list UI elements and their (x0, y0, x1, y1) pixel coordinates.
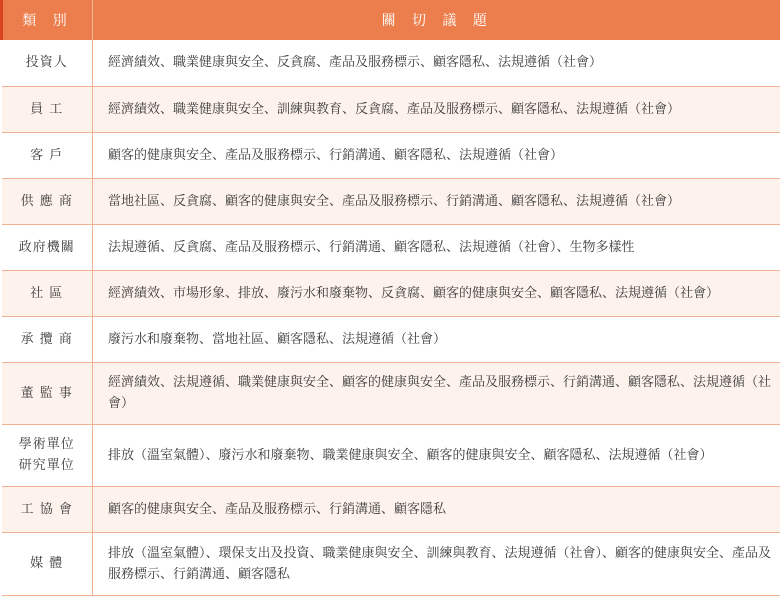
concerned-issues: 經濟績效、市場形象、排放、廢污水和廢棄物、反貪腐、顧客的健康與安全、顧客隱私、法規遵循（社會） (93, 270, 780, 316)
table-header (2, 0, 780, 40)
category-label-line: 媒 體 (2, 553, 93, 574)
topics-column-header: 關 切 議 題 (93, 0, 780, 40)
category-column-header: 類 別 (2, 0, 93, 40)
category-label-line: 研究單位 (2, 455, 93, 476)
stakeholder-category (2, 424, 93, 486)
concerned-issues: 經濟績效、職業健康與安全、反貪腐、產品及服務標示、顧客隱私、法規遵循（社會） (93, 40, 780, 86)
concerned-issues: 經濟績效、職業健康與安全、訓練與教育、反貪腐、產品及服務標示、顧客隱私、法規遵循（社會） (93, 86, 780, 132)
category-label-line: 投資人 (2, 52, 93, 73)
category-label-line: 工 協 會 (2, 499, 93, 520)
table-body (2, 40, 780, 595)
stakeholder-category (2, 486, 93, 532)
stakeholder-category (2, 532, 93, 595)
stakeholder-category (2, 86, 93, 132)
category-label-line: 社 區 (2, 283, 93, 304)
concerned-issues: 顧客的健康與安全、產品及服務標示、行銷溝通、顧客隱私、法規遵循（社會） (93, 132, 780, 178)
category-label-line: 客 戶 (2, 145, 93, 166)
concerned-issues: 經濟績效、法規遵循、職業健康與安全、顧客的健康與安全、產品及服務標示、行銷溝通、顧客隱私、法規遵循（社會） (93, 362, 780, 424)
table-row (2, 178, 780, 224)
stakeholder-category (2, 178, 93, 224)
table-row (2, 86, 780, 132)
category-label-line: 承 攬 商 (2, 329, 93, 350)
concerned-issues: 當地社區、反貪腐、顧客的健康與安全、產品及服務標示、行銷溝通、顧客隱私、法規遵循（社會） (93, 178, 780, 224)
category-label-line: 供 應 商 (2, 191, 93, 212)
stakeholder-category (2, 270, 93, 316)
category-label-line: 董 監 事 (2, 383, 93, 404)
stakeholder-category (2, 362, 93, 424)
table-row (2, 40, 780, 86)
stakeholder-category (2, 224, 93, 270)
table-row (2, 424, 780, 486)
stakeholder-category (2, 132, 93, 178)
concerned-issues: 排放（溫室氣體）、廢污水和廢棄物、職業健康與安全、顧客的健康與安全、顧客隱私、法規遵循（社會） (93, 424, 780, 486)
table-row (2, 532, 780, 595)
table-row (2, 316, 780, 362)
category-label-line: 學術單位 (2, 434, 93, 455)
table-row (2, 486, 780, 532)
concerned-issues: 廢污水和廢棄物、當地社區、顧客隱私、法規遵循（社會） (93, 316, 780, 362)
category-label-line: 員 工 (2, 99, 93, 120)
table-row (2, 132, 780, 178)
stakeholder-category (2, 40, 93, 86)
concerned-issues: 法規遵循、反貪腐、產品及服務標示、行銷溝通、顧客隱私、法規遵循（社會）、生物多樣性 (93, 224, 780, 270)
concerned-issues: 顧客的健康與安全、產品及服務標示、行銷溝通、顧客隱私 (93, 486, 780, 532)
stakeholder-category (2, 316, 93, 362)
category-label-line: 政府機關 (2, 237, 93, 258)
table-row (2, 362, 780, 424)
concerned-issues: 排放（溫室氣體）、環保支出及投資、職業健康與安全、訓練與教育、法規遵循（社會）、顧客的健康與安全、產品及服務標示、行銷溝通、顧客隱私 (93, 532, 780, 595)
table-row (2, 270, 780, 316)
table-row (2, 224, 780, 270)
